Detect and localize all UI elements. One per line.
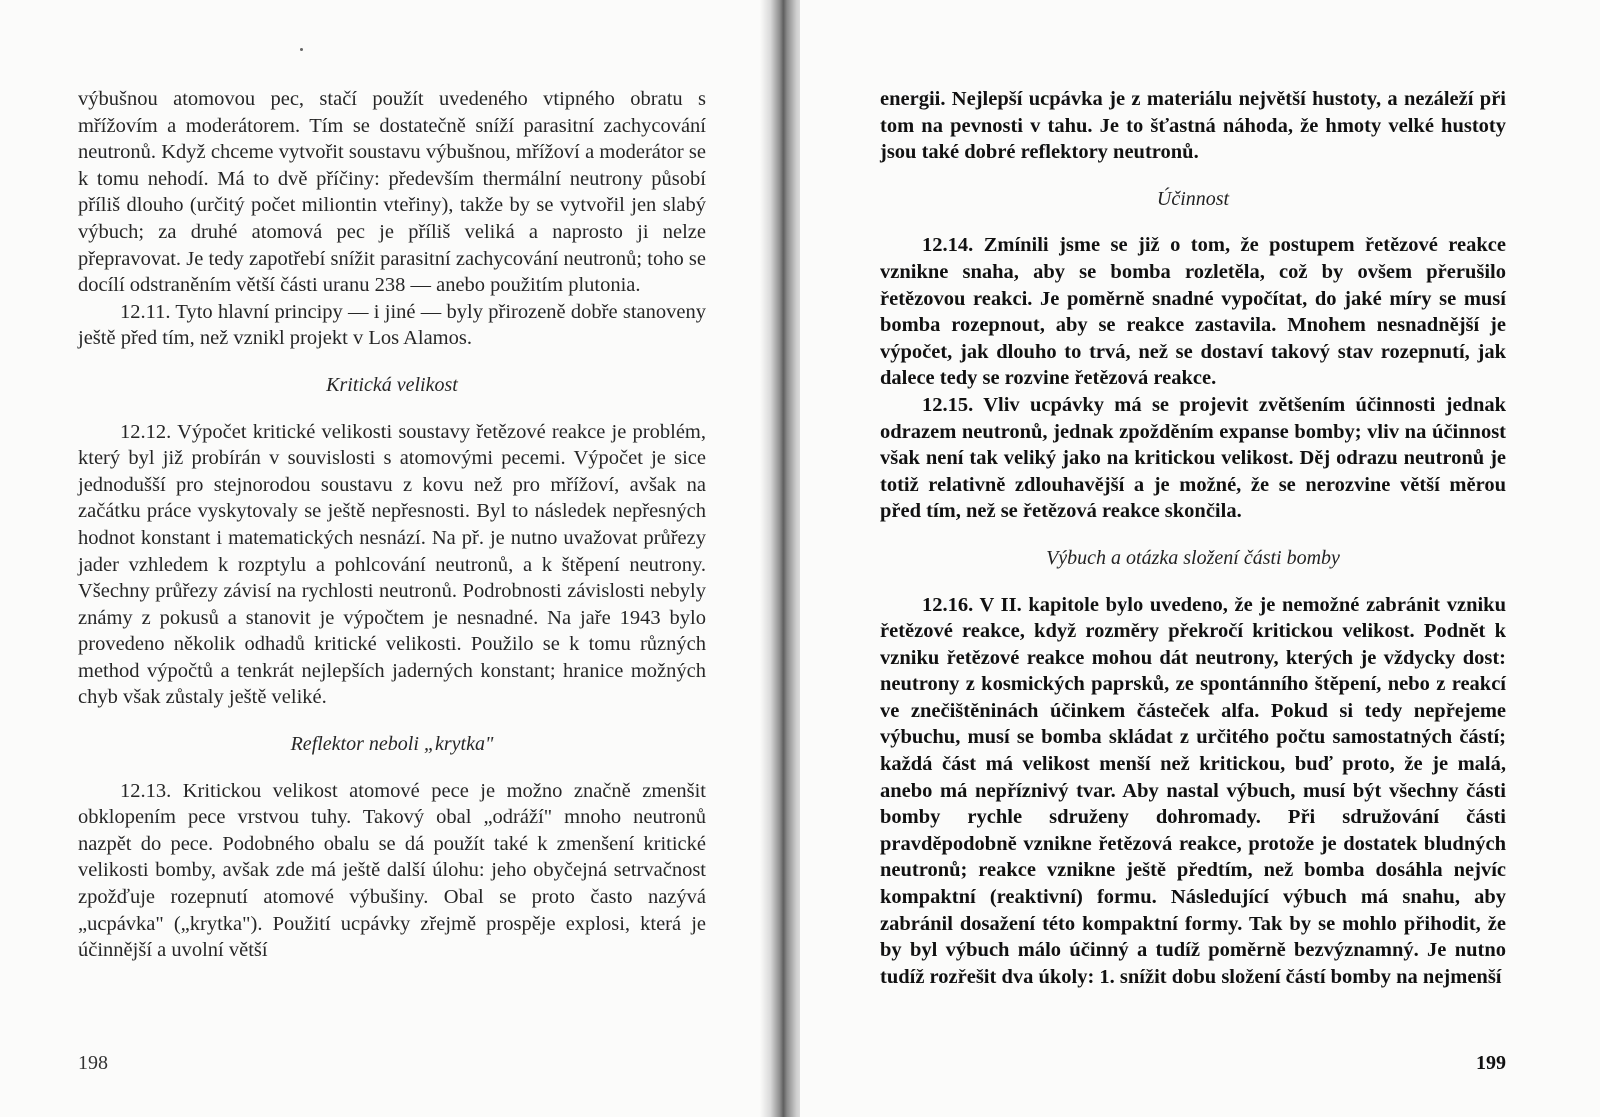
scan-speck bbox=[300, 48, 303, 51]
section-heading-critical-size: Kritická velikost bbox=[326, 373, 458, 396]
section-heading-reflector: Reflektor neboli „krytka" bbox=[290, 733, 494, 756]
section-heading-efficiency: Účinnost bbox=[1156, 187, 1230, 210]
paragraph-12-11: 12.11. Tyto hlavní principy — i jiné — byly přirozeně dobře stanoveny ještě před tím, než vznikl projekt v Los Alamos. bbox=[78, 300, 706, 350]
paragraph-continued: výbušnou atomovou pec, stačí použít uvedeného vtipného obratu s mřížovím a moderátorem. Tím se dostatečně sníží parasitní zachycování neutronů. Když chceme vytvořit soustavu výbušnou, mřížoví a moderátor se k tomu nehodí. Má to dvě příčiny: především thermální neutrony působí příliš dlouho (určitý počet miliontin vteřiny), takže by se vytvořil jen slabý výbuch; za druhé atomová pec je příliš veliká a naprosto ji nelze přepravovat. Je tedy zapotřebí snížit parasitní zachycování neutronů; toho se docílí odstraněním větší části uranu 238 — anebo použitím plutonia. bbox=[78, 88, 706, 297]
section-heading-explosion: Výbuch a otázka složení části bomby bbox=[1046, 546, 1340, 569]
paragraph-12-14: 12.14. Zmínili jsme se již o tom, že postupem řetězové reakce vznikne snaha, aby se bomba rozletěla, což by ovšem přerušilo řetězovou reakci. Je poměrně snadné vypočítat, do jaké míry se musí bomba rozepnout, aby se reakce zastavila. Mnohem nesnadnější je výpočet, jak dlouho to trvá, než se dostaví takový stav rozepnutí, jak dalece tedy se rozvine řetězová reakce. bbox=[880, 234, 1506, 390]
left-page-text bbox=[78, 86, 706, 964]
paragraph-12-12: 12.12. Výpočet kritické velikosti soustavy řetězové reakce je problém, který byl již probírán v souvislosti s atomovými pecemi. Výpočet je sice jednodušší pro stejnorodou soustavu z kovu než pro mřížoví, avšak na začátku práce vyskytovaly se ještě nepřesnosti. Byl to následek nepřesných hodnot konstant i matematických nesnází. Na př. je nutno uvažovat průřezy jader vzhledem k rozptylu a pohlcování neutronů, a k štěpení neutrony. Všechny průřezy závisí na rychlosti neutronů. Podrobnosti závislosti nebyly známy z pokusů a stanovit je výpočtem je nesnadné. Na jaře 1943 bylo provedeno několik odhadů kritické velikosti. Použilo se k tomu různých method výpočtů a tenkrát nejlepších jaderných konstant; hranice možných chyb však zůstaly ještě veliké. bbox=[78, 420, 706, 709]
right-page bbox=[800, 0, 1600, 1117]
page-number-right: 199 bbox=[1476, 1052, 1506, 1074]
page-number-left: 198 bbox=[78, 1052, 108, 1074]
paragraph-continued-right: energii. Nejlepší ucpávka je z materiálu největší hustoty, a nezáleží při tom na pevnosti v tahu. Je to šťastná náhoda, že hmoty velké hustoty jsou také dobré reflektory neutronů. bbox=[880, 88, 1506, 164]
right-page-text bbox=[880, 86, 1506, 990]
paragraph-12-13: 12.13. Kritickou velikost atomové pece je možno značně zmenšit obklopením pece vrstvou tuhy. Takový obal „odráží" mnoho neutronů nazpět do pece. Podobného obalu se dá použít také k zmenšení kritické velikosti bomby, avšak zde má ještě další úlohu: jeho obyčejná setrvačnost zpožďuje rozepnutí atomové výbušiny. Obal se proto často nazývá „ucpávka" („krytka"). Použití ucpávky zřejmě prospěje explosi, která je účinnější a uvolní větší bbox=[78, 779, 706, 962]
left-page bbox=[0, 0, 780, 1117]
paragraph-12-15: 12.15. Vliv ucpávky má se projevit zvětšením účinnosti jednak odrazem neutronů, jednak zpožděním expanse bomby; vliv na účinnost však není tak veliký jako na kritickou velikost. Děj odrazu neutronů je totiž relativně zdlouhavější a je možné, že se nerozvine větší měrou před tím, než se řetězová reakce skončila. bbox=[880, 393, 1506, 523]
paragraph-12-16: 12.16. V II. kapitole bylo uvedeno, že je nemožné zabránit vzniku řetězové reakce, když rozměry překročí kritickou velikost. Podnět k vzniku řetězové reakce mohou dát neutrony, kterých je vždycky dost: neutrony z kosmických paprsků, ze spontánního štěpení, nebo z reakcí ve znečištěninách účinkem částeček alfa. Pokud si tedy nepřejeme výbuchu, musí se bomba skládat z určitého počtu samostatných částí; každá část má velikost menší než kritickou, buď proto, že je malá, anebo má nepříznivý tvar. Aby nastal výbuch, musí být všechny části bomby rychle sdruženy dohromady. Při sdružování části pravděpodobně vznikne řetězová reakce, protože je dostatek bludných neutronů; reakce vznikne ještě předtím, než bomba dosáhla nejvíc kompaktní (reaktivní) formu. Následující výbuch má snahu, aby zabránil dosažení této kompaktní formy. Tak by se mohlo přihodit, že by byl výbuch málo účinný a tudíž poměrně bezvýznamný. Je nutno tudíž rozřešit dva úkoly: 1. snížit dobu složení částí bomby na nejmenší bbox=[880, 593, 1506, 988]
